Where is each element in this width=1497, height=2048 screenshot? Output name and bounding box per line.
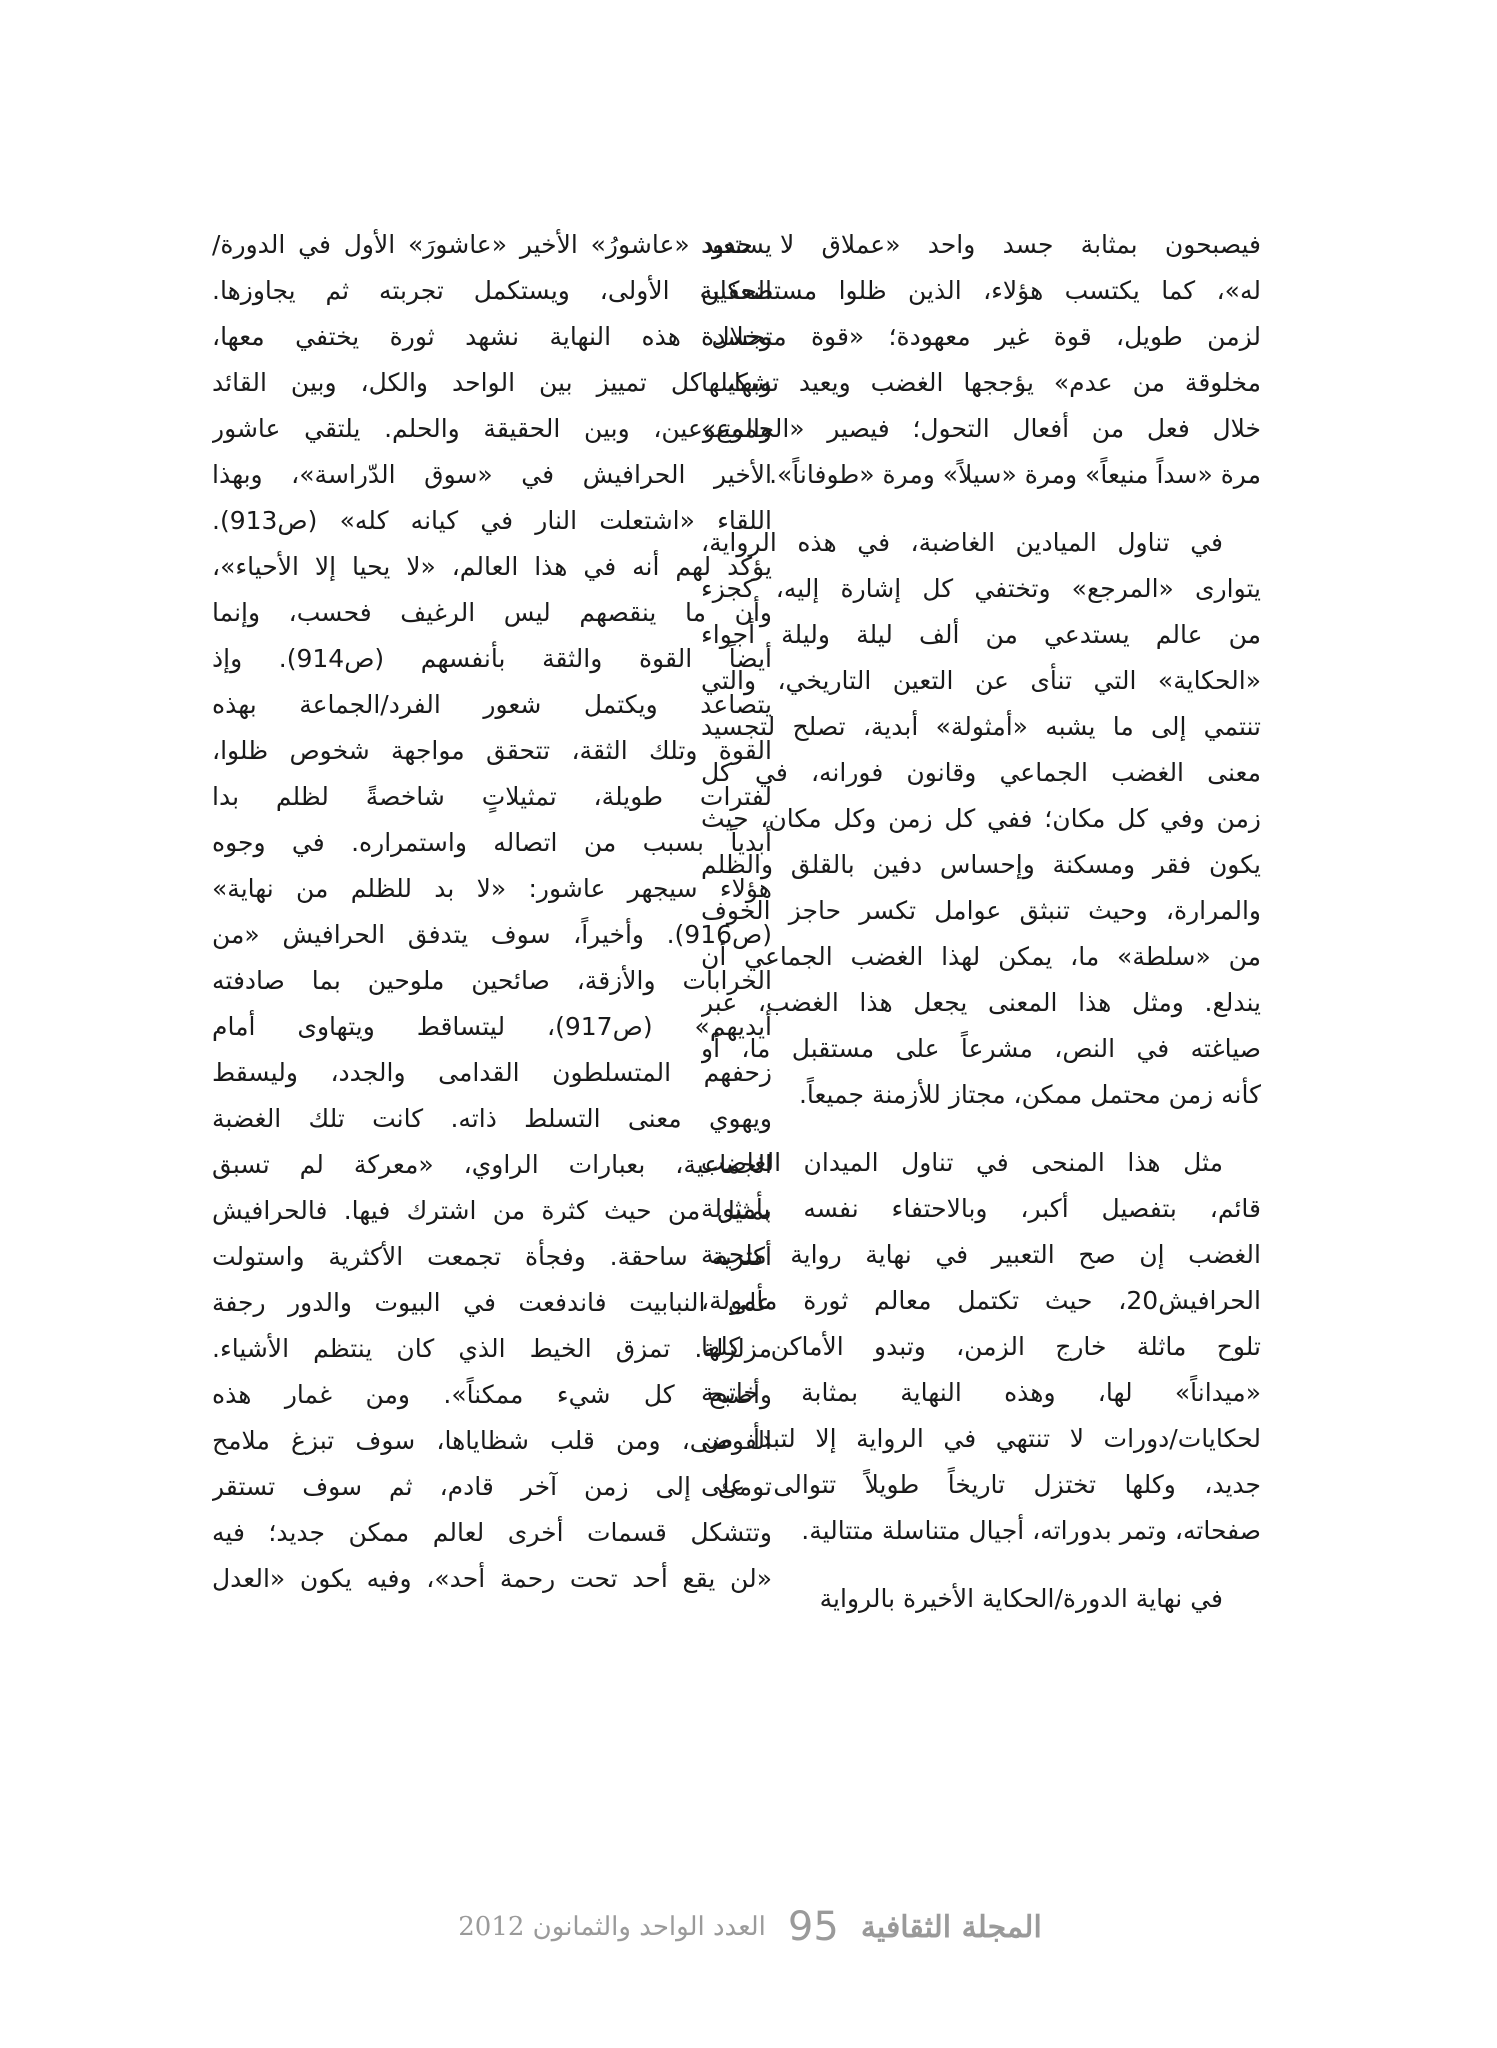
text-line: «الحكاية» التي تنأى عن التعين التاريخي، والتي xyxy=(701,666,1261,695)
paragraph xyxy=(701,1576,1261,1622)
text-line: الأخير الحرافيش في «سوق الدّراسة»، وبهذا xyxy=(212,460,772,489)
text-line: خلال فعل من أفعال التحول؛ فيصير «الجموع» xyxy=(701,414,1261,443)
text-line: الغضب إن صح التعبير في نهاية رواية ملحمة xyxy=(701,1240,1261,1269)
paragraph xyxy=(701,1140,1261,1554)
text-line: «لن يقع أحد تحت رحمة أحد»، وفيه يكون «العدل xyxy=(212,1564,772,1593)
text-line: معنى الغضب الجماعي وقانون فورانه، في كل xyxy=(701,758,1261,787)
text-line: يندلع. ومثل هذا المعنى يجعل هذا الغضب، عبر xyxy=(701,988,1261,1017)
text-line: أيضاً القوة والثقة بأنفسهم (ص914). وإذ xyxy=(212,644,772,673)
text-line: زمن وفي كل مكان؛ ففي كل زمن وكل مكان، حيث xyxy=(701,804,1261,833)
text-line: لحكايات/دورات لا تنتهي في الرواية إلا لتبدأ من xyxy=(701,1424,1261,1453)
text-line: صفحاته، وتمر بدوراته، أجيال متناسلة متتالية. xyxy=(801,1516,1261,1545)
text-line: لزمن طويل، قوة غير معهودة؛ «قوة متجسدة xyxy=(701,322,1261,351)
page-footer xyxy=(430,1902,1070,1952)
text-line: صياغته في النص، مشرعاً على مستقبل ما، أو xyxy=(701,1034,1261,1063)
text-line: الحكاية الأولى، ويستكمل تجربته ثم يجاوزها. xyxy=(212,276,772,305)
text-line: (ص916). وأخيراً، سوف يتدفق الحرافيش «من xyxy=(212,920,772,949)
text-line: فيصبحون بمثابة جسد واحد «عملاق لا حدود xyxy=(701,230,1261,259)
text-line: أبدياً بسبب من اتصاله واستمراره. في وجوه xyxy=(212,828,772,857)
magazine-name: المجلة الثقافية xyxy=(860,1909,1042,1945)
text-line: من عالم يستدعي من ألف ليلة وليلة أجواء xyxy=(701,620,1261,649)
text-line: يتوارى «المرجع» وتختفي كل إشارة إليه، كجزء xyxy=(701,574,1261,603)
text-line: مثل هذا المنحى في تناول الميدان الغاضب xyxy=(701,1148,1223,1177)
text-line: مزلزلة. تمزق الخيط الذي كان ينتظم الأشياء. xyxy=(212,1334,772,1363)
text-line: وبها، كل تمييز بين الواحد والكل، وبين القائد xyxy=(212,368,772,397)
text-line: لفترات طويلة، تمثيلاتٍ شاخصةً لظلم بدا xyxy=(212,782,772,811)
left-column xyxy=(212,222,772,1602)
text-line: يتصاعد ويكتمل شعور الفرد/الجماعة بهذه xyxy=(212,690,772,719)
text-line: الفوضى، ومن قلب شظاياها، سوف تبزغ ملامح xyxy=(212,1426,772,1455)
text-line: وأصبح كل شيء ممكناً». ومن غمار هذه xyxy=(212,1380,772,1409)
text-line: في نهاية الدورة/الحكاية الأخيرة بالرواية xyxy=(819,1584,1223,1613)
text-line: هؤلاء سيجهر عاشور: «لا بد للظلم من نهاية» xyxy=(212,874,772,903)
text-line: والمرارة، وحيث تنبثق عوامل تكسر حاجز الخوف xyxy=(701,896,1261,925)
text-line: من «سلطة» ما، يمكن لهذا الغضب الجماعي أن xyxy=(701,942,1261,971)
text-line: زحفهم المتسلطون القدامى والجدد، وليسقط xyxy=(212,1058,772,1087)
page-number: 95 xyxy=(787,1904,839,1950)
text-line: في تناول الميادين الغاضبة، في هذه الرواية، xyxy=(701,528,1223,557)
text-line: يكون فقر ومسكنة وإحساس دفين بالقلق والظلم xyxy=(701,850,1261,879)
paragraph xyxy=(212,222,772,1602)
issue-label: العدد الواحد والثمانون 2012 xyxy=(458,1912,766,1942)
text-line: قائم، بتفصيل أكبر، وبالاحتفاء نفسه بأمثولة xyxy=(701,1194,1261,1223)
paragraph xyxy=(701,222,1261,498)
text-line: «ميداناً» لها، وهذه النهاية بمثابة خاتمة xyxy=(701,1378,1261,1407)
right-column xyxy=(701,222,1261,1622)
text-line: وأن ما ينقصهم ليس الرغيف فحسب، وإنما xyxy=(212,598,772,627)
text-line: بمثيل من حيث كثرة من اشترك فيها. فالحرافيش xyxy=(212,1196,772,1225)
text-line: تومئ إلى زمن آخر قادم، ثم سوف تستقر xyxy=(212,1472,772,1501)
text-line: القوة وتلك الثقة، تتحقق مواجهة شخوص ظلوا، xyxy=(212,736,772,765)
text-line: الحرافيش20، حيث تكتمل معالم ثورة مأمولة، xyxy=(701,1286,1261,1315)
text-line: تنتمي إلى ما يشبه «أمثولة» أبدية، تصلح لتجسيد xyxy=(701,712,1261,741)
text-line: مخلوقة من عدم» يؤججها الغضب ويعيد تشكيلها xyxy=(701,368,1261,397)
text-line: مرة «سداً منيعاً» ومرة «سيلاً» ومرة «طوفاناً». xyxy=(769,460,1261,489)
text-line: وتتشكل قسمات أخرى لعالم ممكن جديد؛ فيه xyxy=(212,1518,772,1547)
text-line: أيديهم» (ص917)، ليتساقط ويتهاوى أمام xyxy=(212,1012,772,1041)
text-line: يستعيد «عاشورُ» الأخير «عاشورَ» الأول في الدورة/ xyxy=(212,230,772,259)
text-line: على النبابيت فاندفعت في البيوت والدور رجفة xyxy=(212,1288,772,1317)
text-line: كأنه زمن محتمل ممكن، مجتاز للأزمنة جميعاً. xyxy=(798,1080,1261,1109)
text-line: والمتبوعين، وبين الحقيقة والحلم. يلتقي عاشور xyxy=(212,414,772,443)
text-line: الجماعية، بعبارات الراوي، «معركة لم تسبق xyxy=(212,1150,772,1179)
text-line: ويهوي معنى التسلط ذاته. كانت تلك الغضبة xyxy=(212,1104,772,1133)
text-line: أكثرية ساحقة. وفجأة تجمعت الأكثرية واستولت xyxy=(212,1242,772,1271)
text-line: الخرابات والأزقة، صائحين ملوحين بما صادفته xyxy=(212,966,772,995)
text-line: له»، كما يكتسب هؤلاء، الذين ظلوا مستضعفين xyxy=(701,276,1261,305)
paragraph xyxy=(701,520,1261,1118)
text-line: تلوح ماثلة خارج الزمن، وتبدو الأماكن كلها xyxy=(701,1332,1261,1361)
text-line: اللقاء «اشتعلت النار في كيانه كله» (ص913). xyxy=(212,506,772,535)
text-line: جديد، وكلها تختزل تاريخاً طويلاً تتوالى على xyxy=(701,1470,1261,1499)
text-line: يؤكد لهم أنه في هذا العالم، «لا يحيا إلا الأحياء»، xyxy=(212,552,772,581)
text-line: وخلال هذه النهاية نشهد ثورة يختفي معها، xyxy=(212,322,772,351)
